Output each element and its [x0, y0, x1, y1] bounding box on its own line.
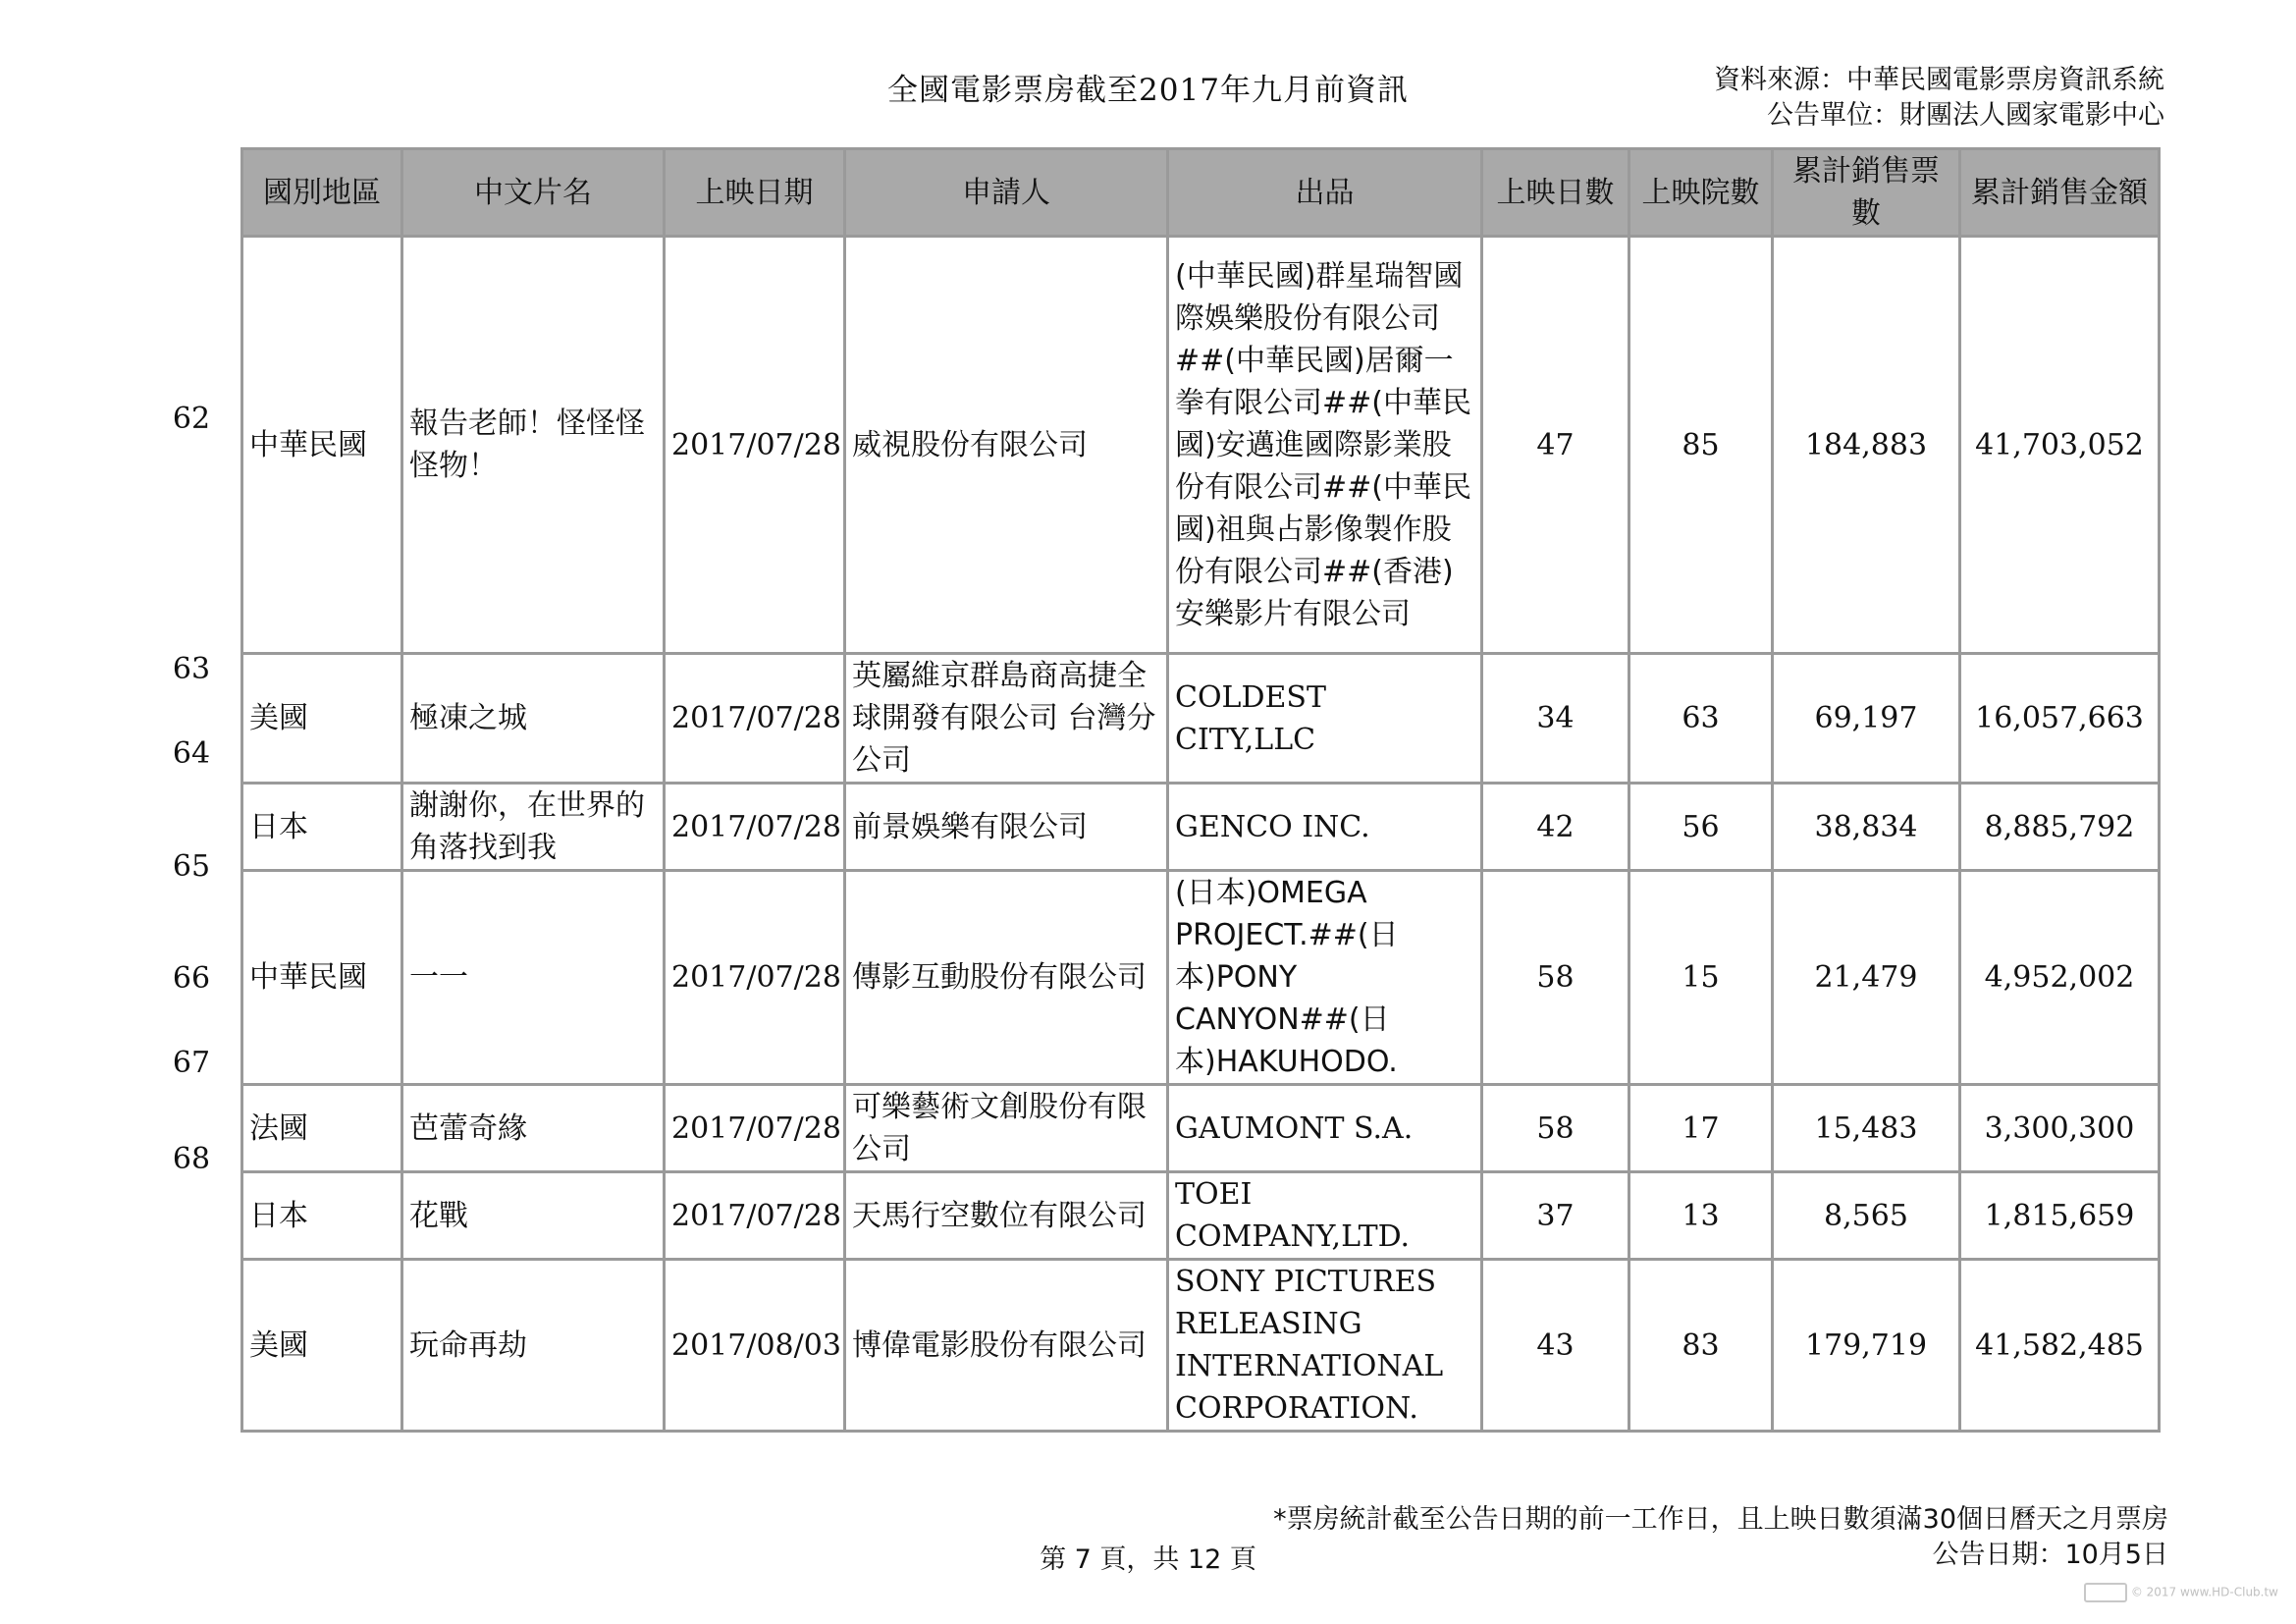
row-number: 62: [172, 401, 211, 436]
cell-days: 37: [1482, 1172, 1629, 1260]
publisher-line: 公告單位：財團法人國家電影中心: [1767, 100, 2164, 131]
cell-producer: (日本)OMEGA PROJECT.##(日本)PONY CANYON##(日本)HAKUHODO.: [1168, 871, 1482, 1085]
cell-date: 2017/08/03: [665, 1260, 845, 1432]
col-theaters: 上映院數: [1629, 149, 1773, 237]
cell-title: 一一: [402, 871, 665, 1085]
page-title: 全國電影票房截至2017年九月前資訊: [887, 73, 1409, 108]
table-header-row: [242, 149, 2160, 237]
cell-tickets: 8,565: [1773, 1172, 1960, 1260]
cell-gross: 41,703,052: [1960, 237, 2160, 654]
page-number: 第 7 頁，共 12 頁: [1040, 1544, 1256, 1575]
cell-region: 日本: [242, 1172, 402, 1260]
row-number: 67: [172, 1046, 211, 1080]
cell-days: 42: [1482, 784, 1629, 871]
table-row: [242, 237, 2160, 654]
cell-theaters: 85: [1629, 237, 1773, 654]
watermark: [2084, 1583, 2278, 1602]
row-number: 64: [172, 736, 211, 771]
col-applicant: 申請人: [845, 149, 1168, 237]
cell-producer: TOEI COMPANY,LTD.: [1168, 1172, 1482, 1260]
table-row: [242, 654, 2160, 784]
table-row: [242, 784, 2160, 871]
cell-tickets: 69,197: [1773, 654, 1960, 784]
col-gross: 累計銷售金額: [1960, 149, 2160, 237]
cell-theaters: 13: [1629, 1172, 1773, 1260]
cell-theaters: 17: [1629, 1085, 1773, 1172]
cell-region: 美國: [242, 654, 402, 784]
row-number: 63: [172, 652, 211, 686]
source-info: [1714, 63, 2164, 134]
cell-title: 謝謝你，在世界的角落找到我: [402, 784, 665, 871]
col-days: 上映日數: [1482, 149, 1629, 237]
watermark-text: © 2017 www.HD-Club.tw: [2130, 1585, 2278, 1599]
col-producer: 出品: [1168, 149, 1482, 237]
cell-date: 2017/07/28: [665, 1172, 845, 1260]
cell-applicant: 可樂藝術文創股份有限公司: [845, 1085, 1168, 1172]
cell-days: 43: [1482, 1260, 1629, 1432]
cell-date: 2017/07/28: [665, 237, 845, 654]
cell-days: 47: [1482, 237, 1629, 654]
cell-days: 58: [1482, 1085, 1629, 1172]
cell-gross: 41,582,485: [1960, 1260, 2160, 1432]
cell-region: 法國: [242, 1085, 402, 1172]
cell-gross: 1,815,659: [1960, 1172, 2160, 1260]
cell-region: 中華民國: [242, 237, 402, 654]
cell-producer: GAUMONT S.A.: [1168, 1085, 1482, 1172]
cell-producer: GENCO INC.: [1168, 784, 1482, 871]
cell-region: 美國: [242, 1260, 402, 1432]
cell-tickets: 184,883: [1773, 237, 1960, 654]
cell-date: 2017/07/28: [665, 654, 845, 784]
cell-gross: 4,952,002: [1960, 871, 2160, 1085]
cell-applicant: 威視股份有限公司: [845, 237, 1168, 654]
source-line: 資料來源：中華民國電影票房資訊系統: [1714, 65, 2164, 95]
cell-date: 2017/07/28: [665, 1085, 845, 1172]
cell-applicant: 傳影互動股份有限公司: [845, 871, 1168, 1085]
table-row: [242, 1172, 2160, 1260]
cell-tickets: 15,483: [1773, 1085, 1960, 1172]
cell-producer: SONY PICTURES RELEASING INTERNATIONAL CORPORATION.: [1168, 1260, 1482, 1432]
table-row: [242, 1085, 2160, 1172]
box-office-table: [240, 147, 2161, 1433]
cell-producer: COLDEST CITY,LLC: [1168, 654, 1482, 784]
row-number: 65: [172, 848, 211, 884]
cell-gross: 8,885,792: [1960, 784, 2160, 871]
cell-tickets: 21,479: [1773, 871, 1960, 1085]
cell-title: 極凍之城: [402, 654, 665, 784]
cell-title: 報告老師！怪怪怪怪物！: [402, 237, 665, 654]
announce-date: 公告日期：10月5日: [1932, 1540, 2168, 1570]
cell-date: 2017/07/28: [665, 871, 845, 1085]
cell-theaters: 83: [1629, 1260, 1773, 1432]
cell-title: 玩命再劫: [402, 1260, 665, 1432]
cell-theaters: 56: [1629, 784, 1773, 871]
table-row: [242, 871, 2160, 1085]
cell-title: 花戰: [402, 1172, 665, 1260]
cell-date: 2017/07/28: [665, 784, 845, 871]
cell-gross: 16,057,663: [1960, 654, 2160, 784]
row-number: 66: [172, 961, 211, 996]
col-tickets: 累計銷售票數: [1773, 149, 1960, 237]
cell-applicant: 英屬維京群島商高捷全球開發有限公司 台灣分公司: [845, 654, 1168, 784]
cell-theaters: 63: [1629, 654, 1773, 784]
cell-tickets: 179,719: [1773, 1260, 1960, 1432]
col-date: 上映日期: [665, 149, 845, 237]
col-title: 中文片名: [402, 149, 665, 237]
cell-applicant: 博偉電影股份有限公司: [845, 1260, 1168, 1432]
row-number: 68: [172, 1141, 211, 1176]
cell-applicant: 天馬行空數位有限公司: [845, 1172, 1168, 1260]
cell-producer: (中華民國)群星瑞智國際娛樂股份有限公司##(中華民國)居爾一拳有限公司##(中華民國)安邁進國際影業股份有限公司##(中華民國)祖與占影像製作股份有限公司##(香港)安樂影片有限公司: [1168, 237, 1482, 654]
table-row: [242, 1260, 2160, 1432]
cell-gross: 3,300,300: [1960, 1085, 2160, 1172]
cell-applicant: 前景娛樂有限公司: [845, 784, 1168, 871]
watermark-logo-icon: [2084, 1583, 2127, 1602]
cell-days: 34: [1482, 654, 1629, 784]
cell-tickets: 38,834: [1773, 784, 1960, 871]
cell-days: 58: [1482, 871, 1629, 1085]
col-region: 國別地區: [242, 149, 402, 237]
cell-region: 中華民國: [242, 871, 402, 1085]
cell-theaters: 15: [1629, 871, 1773, 1085]
cell-title: 芭蕾奇緣: [402, 1085, 665, 1172]
footnote-text: *票房統計截至公告日期的前一工作日，且上映日數須滿30個日曆天之月票房: [1273, 1504, 2168, 1535]
cell-region: 日本: [242, 784, 402, 871]
